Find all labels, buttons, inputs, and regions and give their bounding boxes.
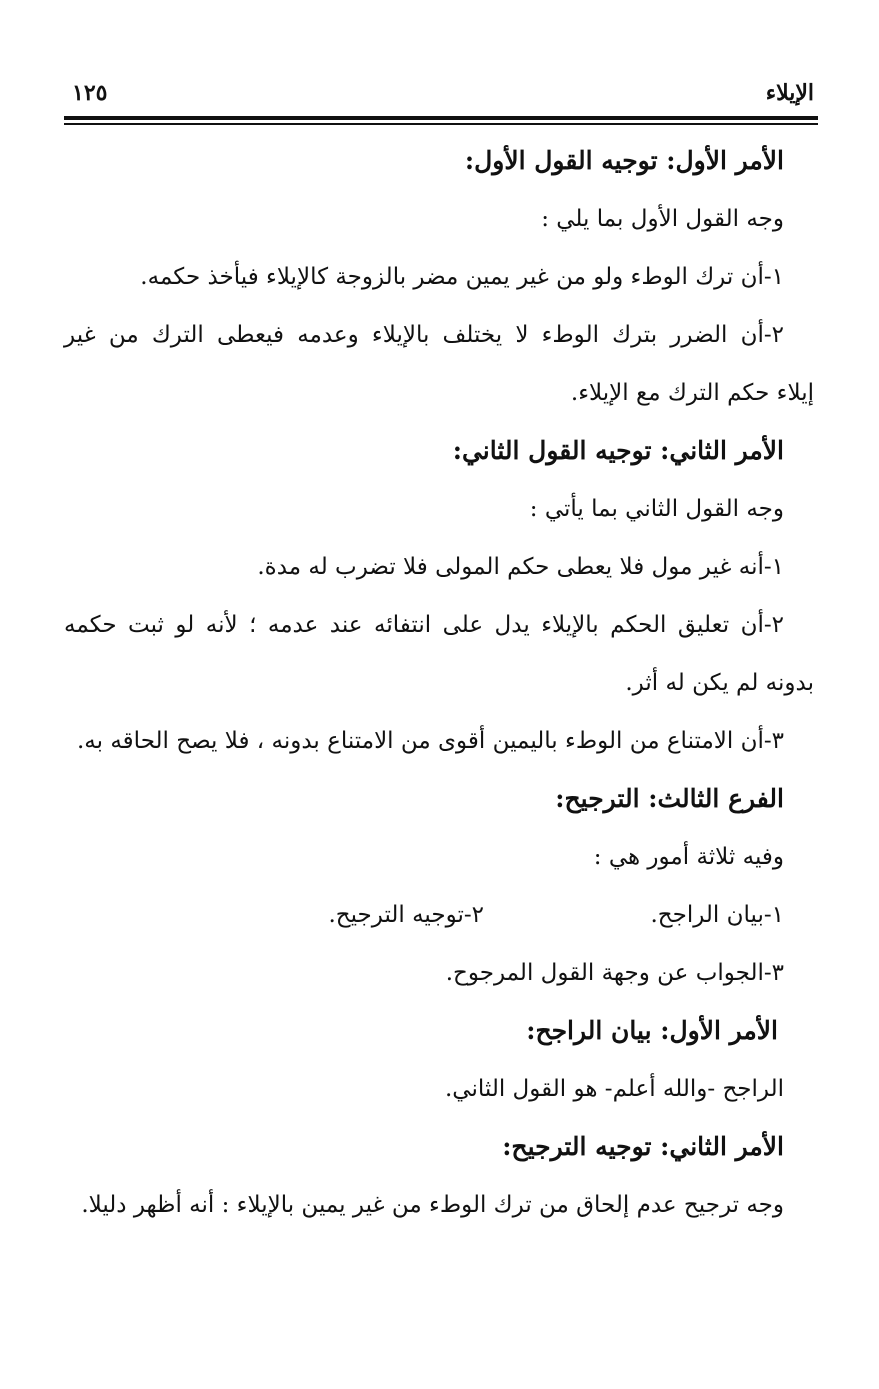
heading-preferred-view: الأمر الأول: بيان الراجح:: [526, 1016, 778, 1045]
header-rule-thick: [64, 116, 818, 120]
list-item: ٣-الجواب عن وجهة القول المرجوح.: [445, 960, 784, 986]
list-two-column: [64, 900, 784, 930]
heading-first-matter: الأمر الأول: توجيه القول الأول:: [464, 146, 784, 175]
list-item: ٢-توجيه الترجيح.: [328, 902, 484, 928]
header-rule-thin: [64, 123, 818, 125]
paragraph-continuation: بدونه لم يكن له أثر.: [625, 670, 814, 696]
paragraph-point: ٢-أن الضرر بترك الوطء لا يختلف بالإيلاء وعدمه فيعطى الترك من غير: [64, 322, 784, 348]
page-number: ١٢٥: [72, 80, 108, 106]
running-header: [62, 80, 814, 114]
heading-reason: الأمر الثاني: توجيه الترجيح:: [502, 1132, 784, 1161]
list-item: ١-بيان الراجح.: [650, 902, 784, 928]
paragraph-intro-third: وفيه ثلاثة أمور هي :: [593, 844, 784, 870]
paragraph-preferred: الراجح -والله أعلم- هو القول الثاني.: [445, 1076, 784, 1102]
heading-second-matter: الأمر الثاني: توجيه القول الثاني:: [452, 436, 784, 465]
paragraph-point: ٣-أن الامتناع من الوطء باليمين أقوى من الامتناع بدونه ، فلا يصح الحاقه به.: [77, 728, 784, 754]
paragraph-intro-second: وجه القول الثاني بما يأتي :: [529, 496, 784, 522]
paragraph-point: ١-أن ترك الوطء ولو من غير يمين مضر بالزوجة كالإيلاء فيأخذ حكمه.: [140, 264, 784, 290]
heading-third-branch: الفرع الثالث: الترجيح:: [555, 784, 784, 813]
page-body: [64, 146, 814, 1248]
chapter-title: الإيلاء: [765, 80, 814, 106]
paragraph-point: ٢-أن تعليق الحكم بالإيلاء يدل على انتفائه عند عدمه ؛ لأنه لو ثبت حكمه: [64, 612, 784, 638]
paragraph-reason: وجه ترجيح عدم إلحاق من ترك الوطء من غير يمين بالإيلاء : أنه أظهر دليلا.: [81, 1192, 784, 1218]
paragraph-point: ١-أنه غير مول فلا يعطى حكم المولى فلا تضرب له مدة.: [257, 554, 784, 580]
paragraph-continuation: إيلاء حكم الترك مع الإيلاء.: [570, 380, 814, 406]
paragraph-intro-first: وجه القول الأول بما يلي :: [541, 206, 784, 232]
